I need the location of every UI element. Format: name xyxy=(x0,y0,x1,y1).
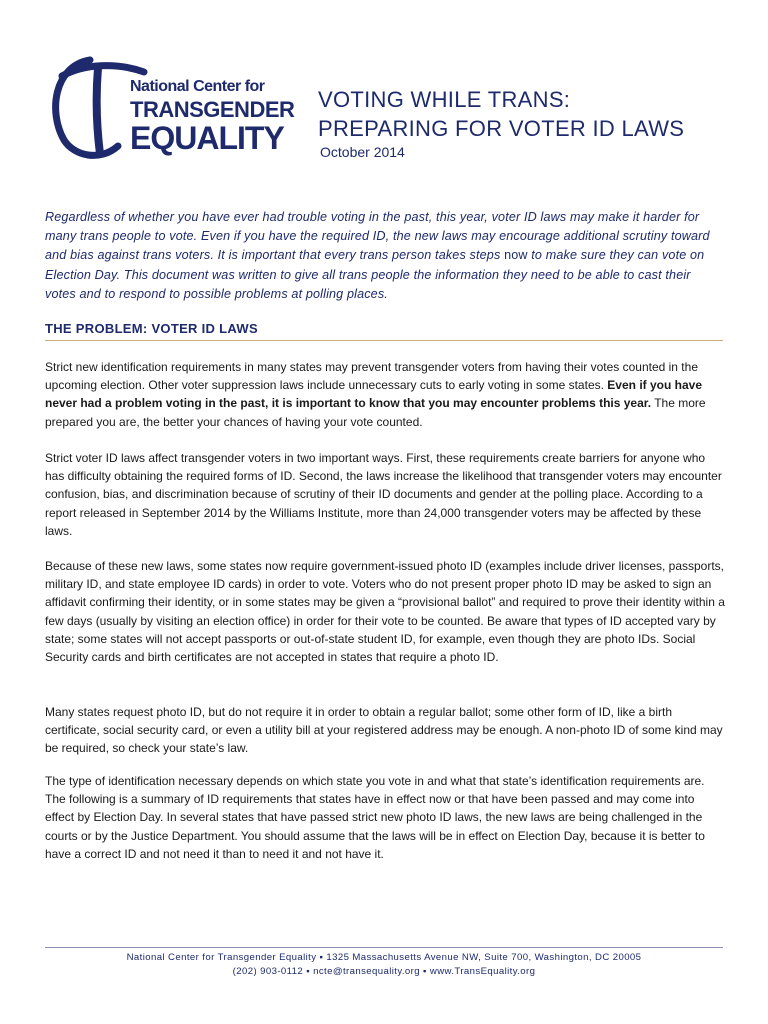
intro-paragraph xyxy=(45,208,725,304)
body-paragraph-5: The type of identification necessary depends on which state you vote in and what that state’s identification requirements are. The following is a summary of ID requirements that states have in effect now or that have been passed and may come into effect by Election Day. In several states that have passed strict new photo ID laws, the new laws are being challenged in the courts or by the Justice Department. You should assume that the laws will be in effect on Election Day, because it is better to have a correct ID and not need it than to need it and not have it. xyxy=(45,774,705,861)
ncte-logo xyxy=(44,42,295,162)
body-paragraph-3: Because of these new laws, some states now require government-issued photo ID (examples include driver licenses, passports, military ID, and state employee ID cards) in order to vote. Voters who do not present proper photo ID may be asked to sign an affidavit confirming their identity, or in some states may be given a “provisional ballot” and required to prove their identity within a few days (usually by visiting an election office) in order for their vote to be counted. Be aware that types of ID accepted vary by state; some states will not accept passports or out-of-state student ID, for example, even though they are photo IDs. Social Security cards and birth certificates are not accepted in states that require a photo ID. xyxy=(45,559,725,665)
body-paragraph-4: Many states request photo ID, but do not require it in order to obtain a regular ballot; some other form of ID, like a birth certificate, social security card, or even a utility bill at your registered address may be enough. A non-photo ID of some kind may be required, so check your state’s law. xyxy=(45,705,723,756)
logo-org-name-line1: National Center for xyxy=(130,78,265,95)
logo-org-name-line2: TRANSGENDER xyxy=(130,97,295,122)
p1-text-start: Strict new identification requirements in many states may prevent transgender voters from having their votes counted in the upcoming election. Other voter suppression laws include unnecessary cuts to early voting in some states. xyxy=(45,360,698,393)
footer-address: National Center for Transgender Equality ▪ 1325 Massachusetts Avenue NW, Suite 700, Washington, DC 20005 xyxy=(126,952,642,963)
section-heading: THE PROBLEM: VOTER ID LAWS xyxy=(45,321,258,336)
body-paragraph-1 xyxy=(45,358,725,431)
intro-text-start: Regardless of whether you have ever had trouble voting in the past, this year, voter ID laws may make it harder for many trans people to vote. Even if you have the required ID, the new laws may encourage additional scrutiny toward and bias against trans voters. It is important that every trans person takes steps xyxy=(45,210,710,263)
footer xyxy=(45,951,723,979)
document-title-line2: PREPARING FOR VOTER ID LAWS xyxy=(318,116,685,141)
logo-org-name-line3: EQUALITY xyxy=(130,120,284,156)
document-title xyxy=(318,85,684,143)
p1-bold-warning: Even if you have never had a problem voting in the past, it is important to know that you may encounter problems this year. xyxy=(45,378,702,411)
p1-text-end: The more prepared you are, the better your chances of having your vote counted. xyxy=(45,396,706,429)
intro-text-end: to make sure they can vote on Election Day. This document was written to give all trans people the information they need to be able to cast their votes and to respond to possible problems at polling places. xyxy=(45,248,705,301)
footer-contact: (202) 903-0112 ▪ ncte@transequality.org ▪ www.TransEquality.org xyxy=(232,966,536,977)
footer-divider xyxy=(45,947,723,948)
intro-emphasis-now: now xyxy=(504,248,528,263)
section-divider xyxy=(45,340,723,341)
document-date: October 2014 xyxy=(320,144,405,160)
body-paragraph-2: Strict voter ID laws affect transgender voters in two important ways. First, these requirements create barriers for anyone who has difficulty obtaining the required forms of ID. Second, the laws increase the likelihood that transgender voters may encounter confusion, bias, and discrimination because of scrutiny of their ID documents and gender at the polling place. According to a report released in September 2014 by the Williams Institute, more than 24,000 transgender voters may be affected by these laws. xyxy=(45,451,722,538)
document-title-line1: VOTING WHILE TRANS: xyxy=(318,87,571,112)
